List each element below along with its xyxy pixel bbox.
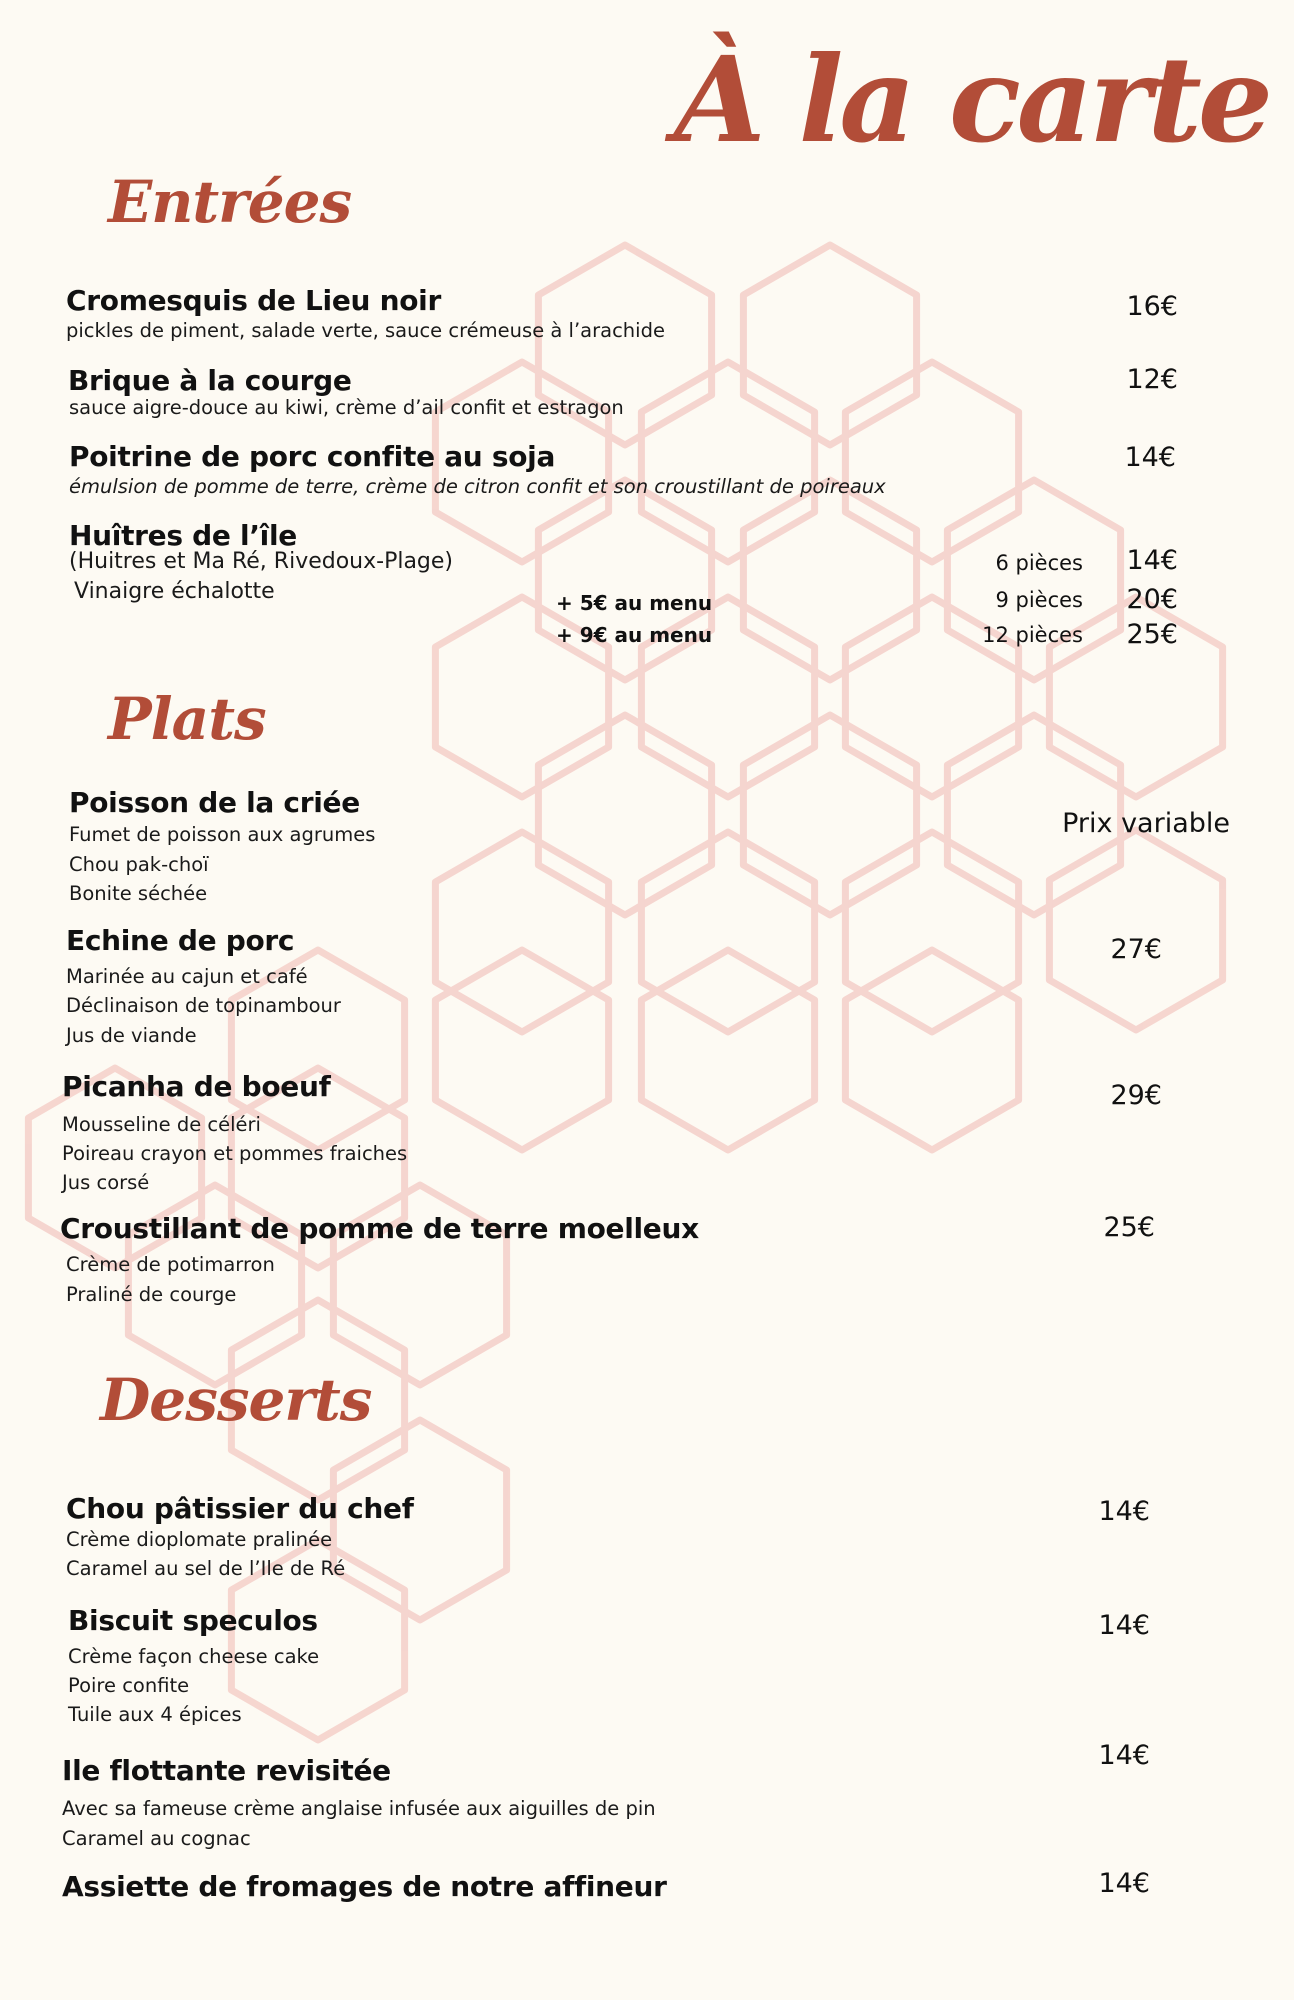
item-name: Ile flottante revisitée [62, 1754, 391, 1787]
option-price: 20€ [1126, 584, 1178, 615]
item-description: émulsion de pomme de terre, crème de citron confit et son croustillant de poireaux [69, 475, 886, 498]
item-description: Caramel au cognac [62, 1827, 251, 1850]
menu-supplement: + 9€ au menu [556, 623, 713, 647]
item-description: Caramel au sel de l’Ile de Ré [66, 1557, 346, 1580]
item-price: 16€ [1126, 291, 1178, 322]
item-description: Poire confite [68, 1674, 190, 1697]
item-description: Praliné de courge [66, 1283, 237, 1306]
item-description: Vinaigre échalotte [74, 579, 275, 604]
item-description: Marinée au cajun et café [66, 965, 308, 988]
item-description: Crème de potimarron [66, 1253, 275, 1276]
menu-supplement: + 5€ au menu [556, 591, 713, 615]
item-name: Poisson de la criée [69, 786, 360, 819]
item-price: 29€ [1110, 1080, 1162, 1111]
item-name: Echine de porc [66, 924, 295, 957]
section-heading-plats: Plats [108, 685, 266, 753]
item-description: pickles de piment, salade verte, sauce crémeuse à l’arachide [66, 319, 665, 342]
item-description: Crème dioplomate pralinée [66, 1528, 333, 1551]
hexagon-shape [845, 832, 1018, 1032]
item-price: 14€ [1098, 1740, 1150, 1771]
item-description: Bonite séchée [69, 882, 208, 905]
section-heading-desserts: Desserts [100, 1366, 372, 1434]
item-description: Chou pak-choï [69, 853, 209, 876]
item-description: Déclinaison de topinambour [66, 994, 341, 1017]
item-name: Assiette de fromages de notre affineur [62, 1870, 667, 1903]
section-heading-entrees: Entrées [108, 168, 352, 236]
item-description: Mousseline de céléri [62, 1113, 261, 1136]
hexagon-shape [641, 950, 814, 1150]
hexagon-shape [641, 832, 814, 1032]
item-price: 12€ [1126, 364, 1178, 395]
hexagon-shape [538, 480, 711, 680]
item-price: 27€ [1110, 934, 1162, 965]
item-price: 14€ [1098, 1868, 1150, 1899]
item-name: Chou pâtissier du chef [66, 1492, 414, 1525]
item-description: Avec sa fameuse crème anglaise infusée aux aiguilles de pin [62, 1797, 656, 1820]
item-price: 25€ [1103, 1212, 1155, 1243]
option-price: 25€ [1126, 619, 1178, 650]
hexagon-shape [743, 245, 916, 445]
hexagon-shape [1049, 830, 1222, 1030]
item-name: Brique à la courge [68, 364, 352, 397]
item-name: Biscuit speculos [68, 1604, 318, 1637]
hexagon-shape [435, 950, 608, 1150]
option-quantity: 9 pièces [995, 588, 1083, 612]
item-description: Fumet de poisson aux agrumes [69, 823, 376, 846]
item-name: Croustillant de pomme de terre moelleux [60, 1212, 699, 1245]
hexagon-shape [743, 480, 916, 680]
item-description: Jus corsé [62, 1171, 150, 1194]
item-name: Cromesquis de Lieu noir [66, 284, 441, 317]
page-title: À la carte [673, 30, 1269, 169]
item-price: Prix variable [1062, 808, 1230, 839]
hexagon-shape [947, 480, 1120, 680]
item-price: 14€ [1124, 442, 1176, 473]
hexagon-shape [435, 832, 608, 1032]
option-quantity: 12 pièces [982, 623, 1083, 647]
item-price: 14€ [1098, 1496, 1150, 1527]
hexagon-shape [743, 715, 916, 915]
item-name: Huîtres de l’île [69, 519, 297, 552]
item-name: Picanha de boeuf [62, 1070, 331, 1103]
option-price: 14€ [1126, 545, 1178, 576]
item-price: 14€ [1098, 1610, 1150, 1641]
option-quantity: 6 pièces [995, 551, 1083, 575]
item-description: Tuile aux 4 épices [68, 1703, 242, 1726]
hexagon-shape [845, 950, 1018, 1150]
item-description: Crème façon cheese cake [68, 1645, 320, 1668]
item-description: Jus de viande [66, 1024, 197, 1047]
item-description: Poireau crayon et pommes fraiches [62, 1142, 408, 1165]
hexagon-shape [641, 362, 814, 562]
item-description: (Huitres et Ma Ré, Rivedoux-Plage) [69, 549, 454, 574]
item-description: sauce aigre-douce au kiwi, crème d’ail confit et estragon [69, 396, 624, 419]
hexagon-shape [538, 715, 711, 915]
item-name: Poitrine de porc confite au soja [69, 440, 556, 473]
